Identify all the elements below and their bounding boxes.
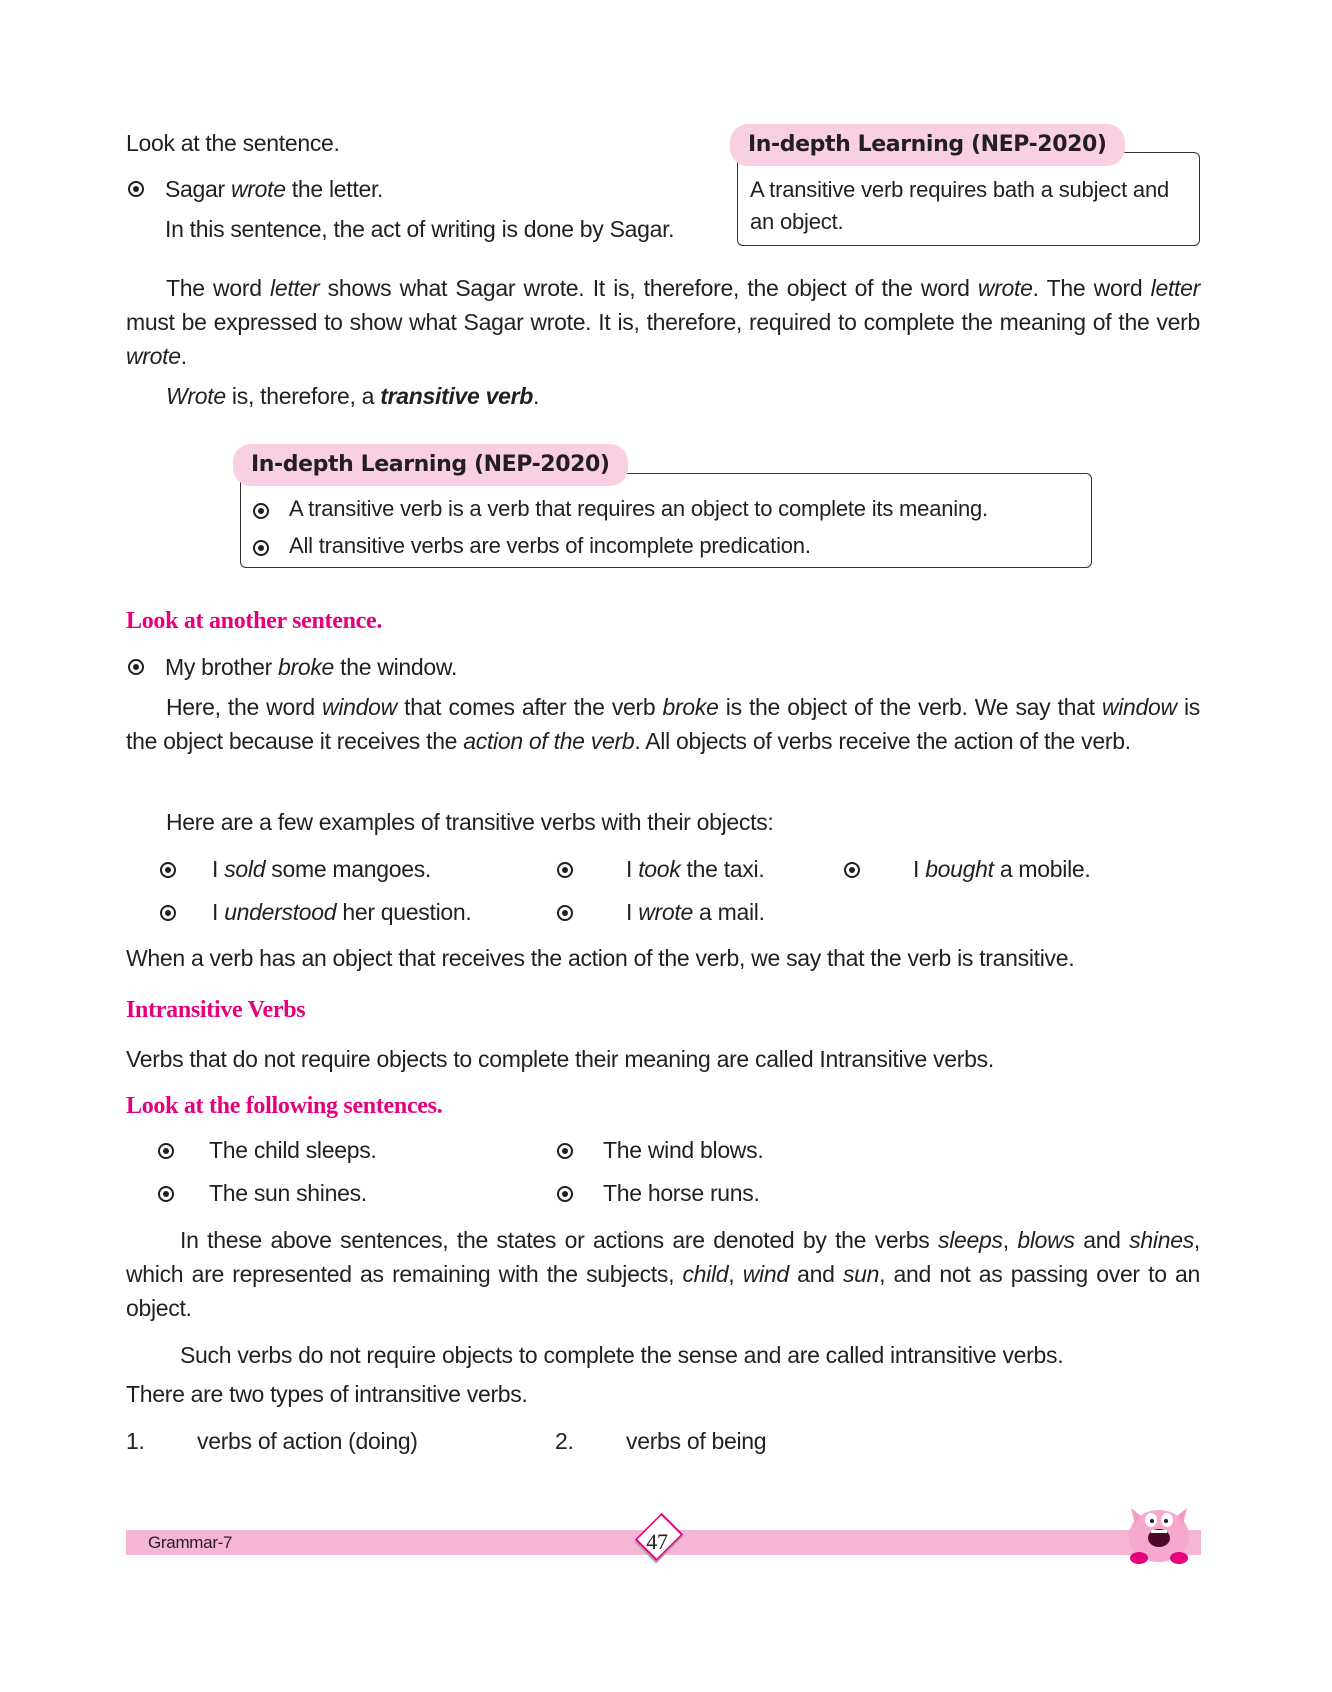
intro-example — [165, 172, 383, 206]
intransitive-example: The sun shines. — [209, 1180, 367, 1206]
text-run: and — [788, 1261, 843, 1287]
transitive-example — [626, 852, 764, 886]
type-label: verbs of being — [626, 1428, 767, 1454]
emphasized-text: transitive verb — [380, 383, 533, 409]
emphasized-text: shines — [1129, 1227, 1194, 1253]
monster-mascot-icon — [1117, 1498, 1201, 1566]
text-run: I — [913, 856, 926, 882]
emphasized-text: sleeps — [938, 1227, 1003, 1253]
bullet-icon — [128, 659, 144, 675]
text-run: the taxi. — [680, 856, 765, 882]
emphasized-text: wrote — [638, 899, 693, 925]
emphasized-text: wind — [742, 1261, 789, 1287]
section2-example — [165, 650, 457, 684]
text-run: the window. — [334, 654, 458, 680]
footer-book-title: Grammar-7 — [148, 1533, 233, 1552]
type-number: 2. — [555, 1428, 574, 1454]
heading-following-sentences: Look at the following sentences. — [126, 1093, 443, 1119]
text-run: . All objects of verbs receive the action of the verb. — [634, 728, 1131, 754]
bullet-icon — [557, 905, 573, 921]
text-run: I — [212, 856, 225, 882]
transitive-example — [212, 895, 471, 929]
heading-intransitive-verbs: Intransitive Verbs — [126, 997, 306, 1023]
intransitive-example: The child sleeps. — [209, 1137, 377, 1163]
intransitive-example: The wind blows. — [603, 1137, 764, 1163]
paragraph-transitive — [126, 379, 1200, 413]
emphasized-text: took — [638, 856, 681, 882]
nep-box-1-text: A transitive verb requires bath a subject and an object. — [750, 177, 1170, 234]
emphasized-text: sun — [842, 1261, 880, 1287]
paragraph-intransitive — [126, 1223, 1200, 1325]
emphasized-text: blows — [1017, 1227, 1075, 1253]
bullet-icon — [253, 540, 269, 556]
intro-look: Look at the sentence. — [126, 130, 340, 156]
emphasized-text: window — [322, 694, 397, 720]
nep-box-2-point: A transitive verb is a verb that requires an object to complete its meaning. — [289, 496, 988, 521]
transitive-conclusion: When a verb has an object that receives the action of the verb, we say that the verb is transitive. — [126, 945, 1075, 971]
emphasized-text: broke — [278, 654, 335, 680]
bullet-icon — [557, 862, 573, 878]
bullet-icon — [160, 905, 176, 921]
emphasized-text: letter — [1150, 275, 1200, 301]
emphasized-text: wrote — [230, 176, 286, 202]
text-run: shows what Sagar wrote. It is, therefore, the object of the word — [319, 275, 978, 301]
emphasized-text: broke — [662, 694, 719, 720]
text-run: a mobile. — [993, 856, 1091, 882]
emphasized-text: bought — [925, 856, 994, 882]
transitive-example — [626, 895, 765, 929]
heading-another-sentence: Look at another sentence. — [126, 608, 383, 634]
emphasized-text: action of the verb — [463, 728, 635, 754]
bullet-icon — [557, 1143, 573, 1159]
text-run: is the object because it receives the — [126, 694, 1200, 754]
text-run: In these above sentences, the states or actions are denoted by the verbs — [180, 1227, 939, 1253]
emphasized-text: window — [1101, 694, 1177, 720]
emphasized-text: Wrote — [166, 383, 226, 409]
text-run: Sagar — [165, 176, 231, 202]
text-run: . — [533, 383, 540, 409]
text-run: the letter. — [285, 176, 384, 202]
bullet-icon — [160, 862, 176, 878]
text-run: , — [1002, 1227, 1018, 1253]
text-run: , and not as passing over to an object. — [126, 1261, 1200, 1321]
emphasized-text: sold — [224, 856, 266, 882]
paragraph-window — [126, 690, 1200, 758]
paragraph-wrote — [126, 271, 1200, 373]
page-number: 47 — [646, 1529, 668, 1554]
type-number: 1. — [126, 1428, 145, 1454]
intro-explain: In this sentence, the act of writing is done by Sagar. — [165, 216, 675, 242]
text-run: The word — [166, 275, 271, 301]
text-run: is, therefore, a — [225, 383, 381, 409]
text-run: her question. — [336, 899, 472, 925]
text-run: . The word — [1032, 275, 1151, 301]
emphasized-text: letter — [270, 275, 320, 301]
bullet-icon — [158, 1143, 174, 1159]
text-run: a mail. — [692, 899, 765, 925]
bullet-icon — [158, 1186, 174, 1202]
transitive-example — [212, 852, 431, 886]
text-run: , which are represented as remaining with the subjects, — [126, 1227, 1201, 1287]
text-run: Here, the word — [166, 694, 323, 720]
transitive-example — [913, 852, 1090, 886]
bullet-icon — [128, 181, 144, 197]
text-run: I — [626, 856, 639, 882]
nep-box-2-point: All transitive verbs are verbs of incomplete predication. — [289, 533, 811, 558]
emphasized-text: wrote — [126, 343, 181, 369]
text-run: , — [728, 1261, 743, 1287]
emphasized-text: wrote — [977, 275, 1033, 301]
intransitive-example: The horse runs. — [603, 1180, 760, 1206]
text-run: must be expressed to show what Sagar wrote. It is, therefore, required to complete the meaning of the verb — [126, 309, 1200, 335]
nep-box-2-title: In-depth Learning (NEP-2020) — [233, 444, 628, 486]
type-label: verbs of action (doing) — [197, 1428, 418, 1454]
text-run: that comes after the verb — [396, 694, 663, 720]
text-run: I — [212, 899, 225, 925]
text-run: I — [626, 899, 639, 925]
intransitive-para2: Such verbs do not require objects to complete the sense and are called intransitive verbs. — [180, 1342, 1064, 1368]
bullet-icon — [557, 1186, 573, 1202]
intransitive-definition: Verbs that do not require objects to complete their meaning are called Intransitive verbs. — [126, 1046, 994, 1072]
bullet-icon — [844, 862, 860, 878]
types-intro: There are two types of intransitive verbs. — [126, 1381, 528, 1407]
text-run: . — [180, 343, 187, 369]
bullet-icon — [253, 503, 269, 519]
examples-intro: Here are a few examples of transitive verbs with their objects: — [166, 809, 774, 835]
text-run: is the object of the verb. We say that — [718, 694, 1102, 720]
text-run: and — [1074, 1227, 1130, 1253]
emphasized-text: understood — [224, 899, 337, 925]
nep-box-1-title: In-depth Learning (NEP-2020) — [730, 124, 1125, 166]
text-run: My brother — [165, 654, 279, 680]
text-run: some mangoes. — [265, 856, 432, 882]
emphasized-text: child — [682, 1261, 729, 1287]
